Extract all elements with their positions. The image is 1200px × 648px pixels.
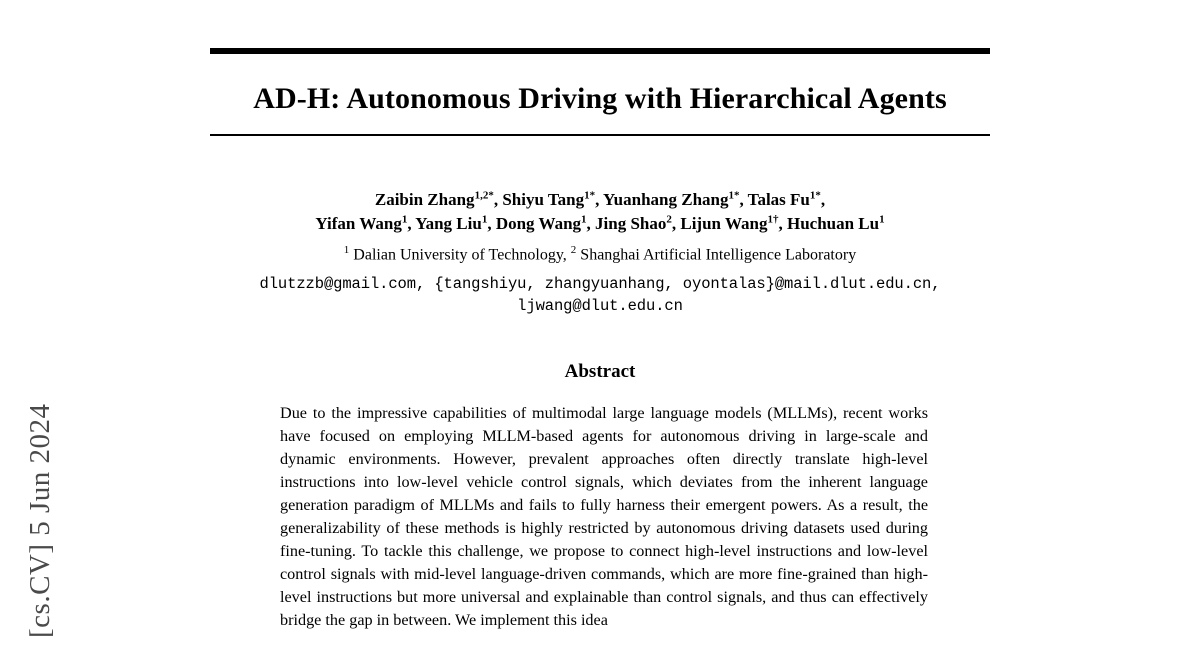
title-rule-bottom bbox=[210, 134, 990, 136]
contact-emails bbox=[210, 273, 990, 318]
affiliation-line: $^1$ Dalian University of Technology, $^2$ Shanghai Artificial Intelligence Laboratory bbox=[343, 243, 857, 264]
page-title: AD-H: Autonomous Driving with Hierarchical Agents bbox=[253, 82, 947, 115]
email-line-1: dlutzzb@gmail.com, {tangshiyu, zhangyuanhang, oyontalas}@mail.dlut.edu.cn, bbox=[259, 274, 941, 293]
author-line-2: Yifan Wang$^1$, Yang Liu$^1$, Dong Wang$^1$, Jing Shao$^2$, Lijun Wang$^{1\dagger}$, Huchuan Lu$^1$ bbox=[315, 213, 885, 234]
paper-page bbox=[210, 0, 990, 648]
abstract-heading: Abstract bbox=[564, 361, 636, 383]
email-line-2: ljwang@dlut.edu.cn bbox=[517, 296, 683, 315]
author-line-1: Zaibin Zhang$^{1,2*}$, Shiyu Tang$^{1*}$, Yuanhang Zhang$^{1*}$, Talas $Fu^{1*}$, bbox=[374, 188, 826, 209]
title-rule-top bbox=[210, 48, 990, 54]
arxiv-stamp bbox=[0, 0, 80, 648]
arxiv-stamp-text: [cs.CV] 5 Jun 2024 bbox=[23, 403, 56, 638]
abstract-body: Due to the impressive capabilities of multimodal large language models (MLLMs), recent works have focused on employing MLLM-based agents for autonomous driving in large-scale and dynamic environments. However, prevalent approaches often directly translate high-level instructions into low-level vehicle control signals, which deviates from the inherent language generation paradigm of MLLMs and fails to fully harness their emergent powers. As a result, the generalizability of these methods is highly restricted by autonomous driving datasets used during fine-tuning. To tackle this challenge, we propose to connect high-level instructions and low-level control signals with mid-level language-driven commands, which are more fine-grained than high-level instructions but more universal and explainable than control signals, and thus can effectively bridge the gap in between. We implement this idea bbox=[280, 404, 928, 630]
author-list bbox=[210, 188, 990, 237]
